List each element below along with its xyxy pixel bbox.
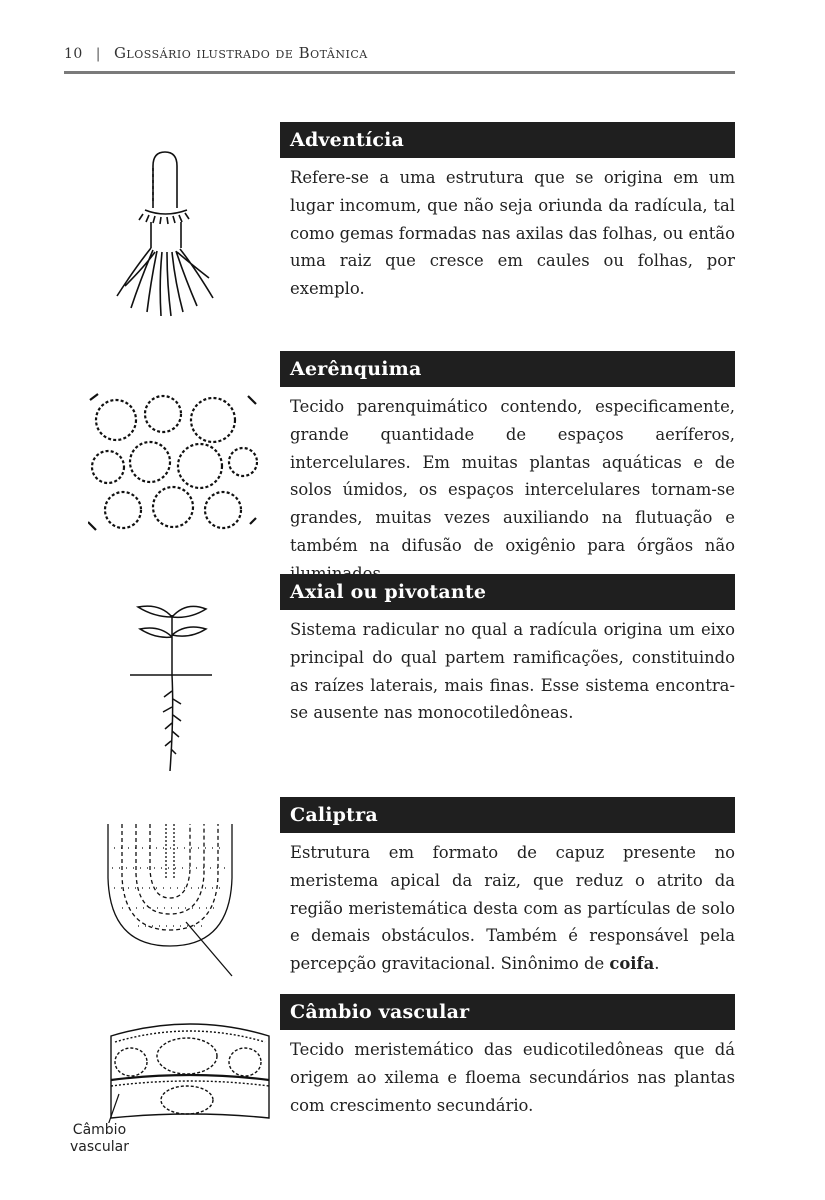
cambium-label xyxy=(70,1122,129,1156)
entry-definition: Refere-se a uma estrutura que se origina em um lugar incomum, que não seja oriunda da radícula, tal como gemas formadas nas axilas das folhas, ou então uma raiz que cresce em caules ou folhas, por exemplo. xyxy=(290,168,735,299)
entry-cambio-vascular xyxy=(280,994,735,1119)
cambium-label-line2: vascular xyxy=(70,1139,129,1155)
page-number: 10 xyxy=(64,46,83,62)
entry-term: Axial ou pivotante xyxy=(280,574,735,610)
taproot-seedling-illustration xyxy=(120,595,220,775)
entry-term: Adventícia xyxy=(280,122,735,158)
entry-aerenquima xyxy=(280,351,735,588)
entry-term: Câmbio vascular xyxy=(280,994,735,1030)
definition-text: Estrutura em formato de capuz presente no meristema apical da raiz, que reduz o atrito da região meristemática desta com as partículas de solo e demais obstáculos. Também é responsável pela percepção gravitacional. Sinônimo de xyxy=(290,843,735,974)
running-header xyxy=(64,44,734,64)
header-separator: | xyxy=(95,46,101,62)
entry-definition: Tecido meristemático das eudicotiledôneas que dá origem ao xilema e floema secundários nas plantas com crescimento secundário. xyxy=(290,1040,735,1115)
definition-end: . xyxy=(654,954,660,974)
cambium-label-line1: Câmbio xyxy=(72,1122,127,1138)
synonym-bold: coifa xyxy=(609,954,655,974)
root-cap-illustration xyxy=(100,818,240,978)
entry-definition xyxy=(280,833,735,978)
header-rule xyxy=(64,71,735,74)
vascular-cambium-illustration xyxy=(105,1018,275,1123)
aerenchyma-illustration xyxy=(88,392,258,532)
entry-definition: Sistema radicular no qual a radícula origina um eixo principal do qual partem ramificações, constituindo as raízes laterais, mais finas. Esse sistema encontra-se ausente nas monocotiledôneas. xyxy=(290,620,735,723)
entry-term: Aerênquima xyxy=(280,351,735,387)
entry-axial xyxy=(280,574,735,727)
entry-term: Caliptra xyxy=(280,797,735,833)
adventitious-root-illustration xyxy=(105,148,235,323)
book-title: Glossário ilustrado de Botânica xyxy=(113,44,368,62)
entry-adventicia xyxy=(280,122,735,303)
entry-caliptra xyxy=(280,797,735,978)
entry-definition: Tecido parenquimático contendo, especificamente, grande quantidade de espaços aeríferos, intercelulares. Em muitas plantas aquáticas e de solos úmidos, os espaços intercelulares tornam-se grandes, muitas vezes auxiliando na flutuação e também na difusão de oxigênio para órgãos não xyxy=(290,397,735,555)
